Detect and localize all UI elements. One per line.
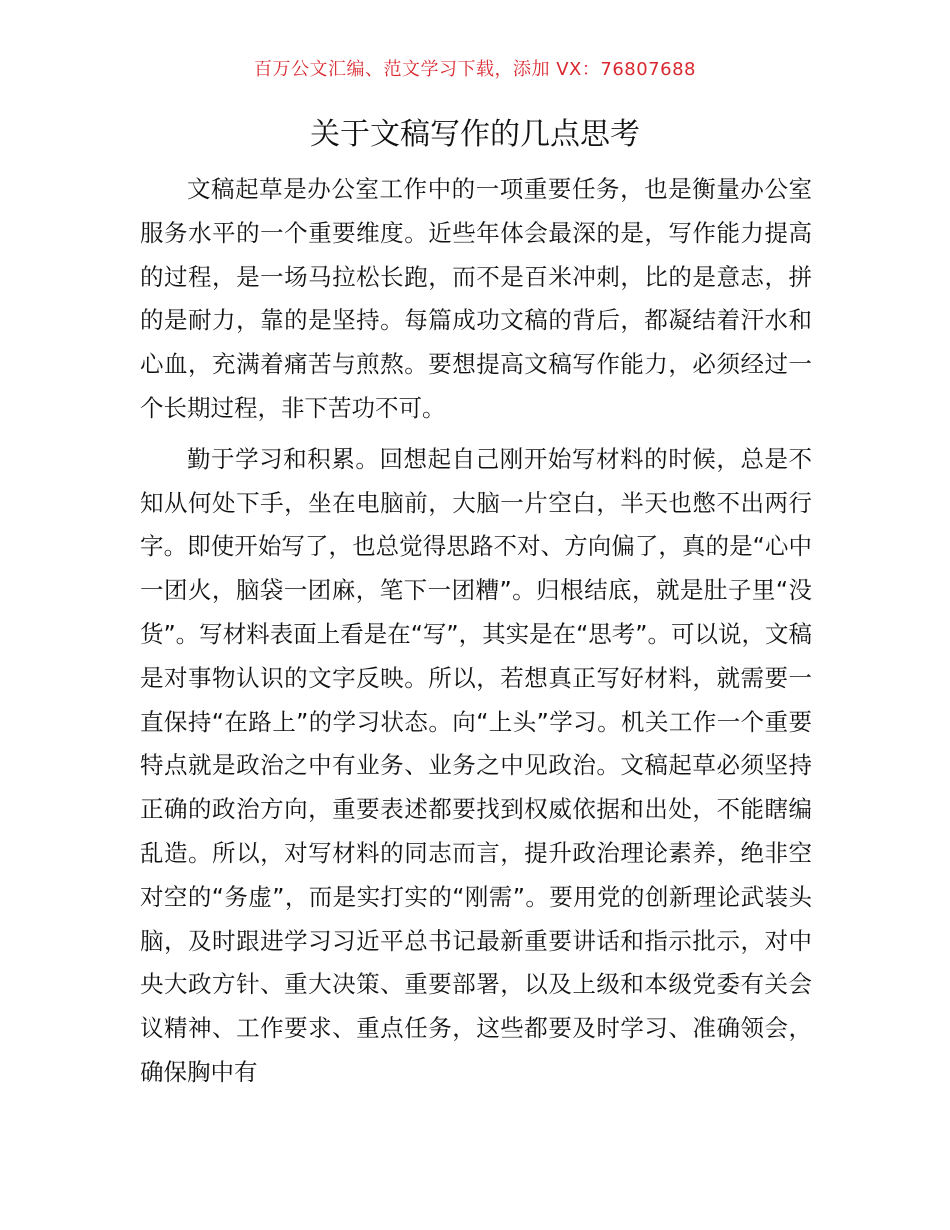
header-promo-note: 百万公文汇编、范文学习下载，添加 VX：76807688 [254, 59, 696, 80]
document-body [140, 168, 812, 1095]
document-title: 关于文稿写作的几点思考 [310, 117, 640, 152]
paragraph-intro: 文稿起草是办公室工作中的一项重要任务，也是衡量办公室服务水平的一个重要维度。近些年体会最深的是，写作能力提高的过程，是一场马拉松长跑，而不是百米冲刺，比的是意志，拼的是耐力，靠的是坚持。每篇成功文稿的背后，都凝结着汗水和心血，充满着痛苦与煎熬。要想提高文稿写作能力，必须经过一个长期过程，非下苦功不可。 [140, 175, 812, 422]
paragraph-study-accumulate: 勤于学习和积累。回想起自己刚开始写材料的时候，总是不知从何处下手，坐在电脑前，大脑一片空白，半天也憋不出两行字。即使开始写了，也总觉得思路不对、方向偏了，真的是“心中一团火，脑袋一团麻，笔下一团糟”。归根结底，就是肚子里“没货”。写材料表面上看是在“写”，其实是在“思考”。可以说，文稿是对事物认识的文字反映。所以，若想真正写好材料，就需要一直保持“在路上”的学习状态。向“上头”学习。机关工作一个重要特点就是政治之中有业务、业务之中见政治。文稿起草必须坚持正确的政治方向，重要表述都要找到权威依据和出处，不能瞎编乱造。所以，对写材料的同志而言，提升政治理论素养，绝非空对空的“务虚”，而是实打实的“刚需”。要用党的创新理论武装头脑，及时跟进学习习近平总书记最新重要讲话和指示批示，对中央大政方针、重大决策、重要部署，以及上级和本级党委有关会议精神、工作要求、重点任务，这些都要及时学习、准确领会，确保胸中有 [140, 444, 812, 1086]
